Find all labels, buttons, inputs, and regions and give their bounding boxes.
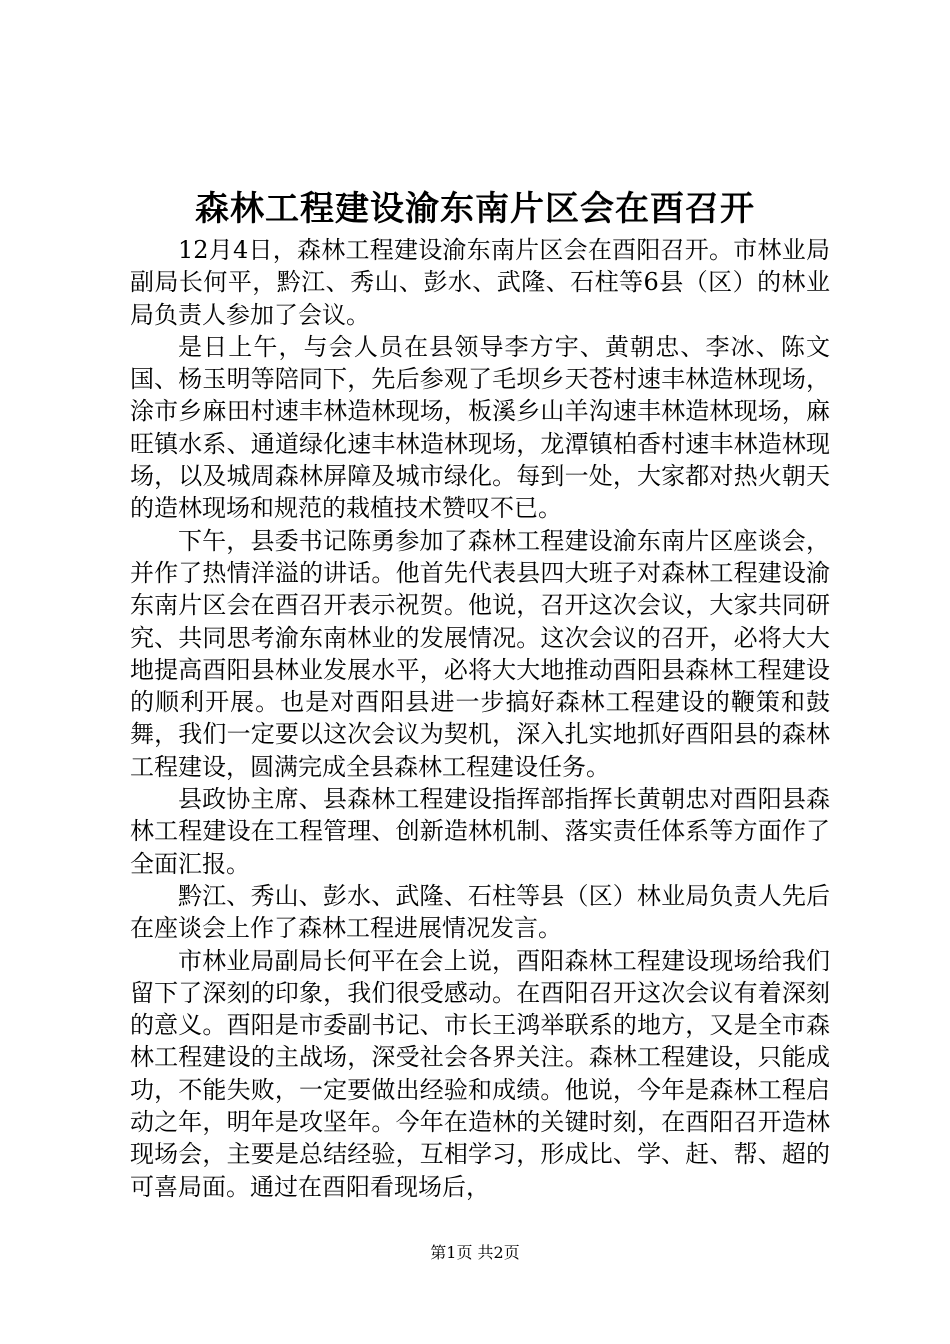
document-title: 森林工程建设渝东南片区会在酉召开 (195, 189, 755, 229)
paragraph-3: 下午，县委书记陈勇参加了森林工程建设渝东南片区座谈会，并作了热情洋溢的讲话。他首先代表县四大班子对森林工程建设渝东南片区会在酉召开表示祝贺。他说，召开这次会议，大家共同研究、共同思考渝东南林业的发展情况。这次会议的召开，必将大大地提高酉阳县林业发展水平，必将大大地推动酉阳县森林工程建设的顺利开展。也是对酉阳县进一步搞好森林工程建设的鞭策和鼓舞，我们一定要以这次会议为契机，深入扎实地抓好酉阳县的森林工程建设，圆满完成全县森林工程建设任务。 (130, 526, 830, 781)
page-footer: 第1页 共2页 (430, 1243, 520, 1262)
paragraph-4: 县政协主席、县森林工程建设指挥部指挥长黄朝忠对酉阳县森林工程建设在工程管理、创新造林机制、落实责任体系等方面作了全面汇报。 (130, 785, 830, 878)
paragraph-1: 12月4日，森林工程建设渝东南片区会在酉阳召开。市林业局副局长何平，黔江、秀山、彭水、武隆、石柱等6县（区）的林业局负责人参加了会议。 (130, 236, 830, 329)
paragraph-6: 市林业局副局长何平在会上说，酉阳森林工程建设现场给我们留下了深刻的印象，我们很受感动。在酉阳召开这次会议有着深刻的意义。酉阳是市委副书记、市长王鸿举联系的地方，又是全市森林工程建设的主战场，深受社会各界关注。森林工程建设，只能成功，不能失败，一定要做出经验和成绩。他说，今年是森林工程启动之年，明年是攻坚年。今年在造林的关键时刻，在酉阳召开造林现场会，主要是总结经验，互相学习，形成比、学、赶、帮、超的可喜局面。通过在酉阳看现场后， (130, 946, 830, 1201)
document-body (130, 234, 830, 1203)
paragraph-2: 是日上午，与会人员在县领导李方宇、黄朝忠、李冰、陈文国、杨玉明等陪同下，先后参观了毛坝乡天苍村速丰林造林现场，涂市乡麻田村速丰林造林现场，板溪乡山羊沟速丰林造林现场，麻旺镇水系、通道绿化速丰林造林现场，龙潭镇柏香村速丰林造林现场，以及城周森林屏障及城市绿化。每到一处，大家都对热火朝天的造林现场和规范的栽植技术赞叹不已。 (130, 332, 830, 523)
paragraph-5: 黔江、秀山、彭水、武隆、石柱等县（区）林业局负责人先后在座谈会上作了森林工程进展情况发言。 (130, 881, 830, 943)
